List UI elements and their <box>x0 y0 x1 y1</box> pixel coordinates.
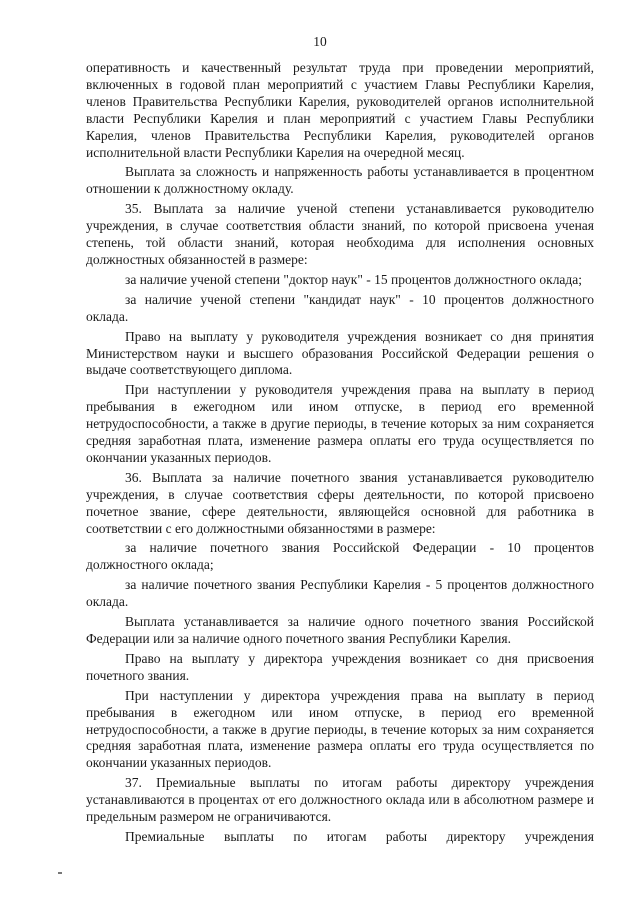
page-number: 10 <box>313 34 327 49</box>
paragraph-2: Выплата за сложность и напряженность работы устанавливается в процентном отношении к должностному окладу. <box>86 164 594 197</box>
paragraph-6: Право на выплату у руководителя учреждения возникает со дня принятия Министерством науки и высшего образования Российской Федерации решения о выдаче соответствующего диплома. <box>86 328 594 378</box>
paragraph-4: за наличие ученой степени "доктор наук" - 15 процентов должностного оклада; <box>125 271 583 287</box>
paragraph-8: 36. Выплата за наличие почетного звания устанавливается руководителю учреждения, в случае соответствия сферы деятельности, по которой присвоено почетное звание, сфере деятельности, являющейся основной для работника в соответствии с его должностными обязанностями в размере: <box>86 469 594 536</box>
paragraph-7: При наступлении у руководителя учреждения права на выплату в период пребывания в ежегодном или ином отпуске, в период его временной нетрудоспособности, а также в другие периоды, в течение которых за ним сохраняется средняя заработная плата, изменение размера оплаты его труда осуществляется по окончании указанных периодов. <box>86 382 594 465</box>
paragraph-12: Право на выплату у директора учреждения возникает со дня присвоения почетного звания. <box>86 650 594 683</box>
paragraph-5: за наличие ученой степени "кандидат наук" - 10 процентов должностного оклада. <box>86 291 594 324</box>
document-body <box>86 60 594 849</box>
paragraph-9: за наличие почетного звания Российской Федерации - 10 процентов должностного оклада; <box>86 540 594 573</box>
paragraph-13: При наступлении у директора учреждения права на выплату в период пребывания в ежегодном или ином отпуске, в период его временной нетрудоспособности, а также в другие периоды, в течение которых за ним сохраняется средняя заработная плата, изменение размера оплаты его труда осуществляется по окончании указанных периодов. <box>86 687 594 771</box>
paragraph-10: за наличие почетного звания Республики Карелия - 5 процентов должностного оклада. <box>86 577 594 610</box>
paragraph-14: 37. Премиальные выплаты по итогам работы директору учреждения устанавливаются в процентах от его должностного оклада или в абсолютном размере и предельным размером не ограничиваются. <box>86 775 594 825</box>
scan-mark <box>58 872 62 874</box>
paragraph-11: Выплата устанавливается за наличие одного почетного звания Российской Федерации или за наличие одного почетного звания Республики Карелия. <box>86 614 594 646</box>
paragraph-1: оперативность и качественный результат труда при проведении мероприятий, включенных в годовой план мероприятий с участием Главы Республики Карелия, членов Правительства Республики Карелия, руководителей органов исполнительной власти Республики Карелия и план мероприятий с участием Главы Республики Карелия, членов Правительства Республики Карелия, руководителей органов исполнительной власти Республики Карелия на очередной месяц. <box>86 60 594 160</box>
paragraph-15: Премиальные выплаты по итогам работы директору учреждения <box>125 828 594 844</box>
paragraph-3: 35. Выплата за наличие ученой степени устанавливается руководителю учреждения, в случае соответствия области знаний, по которой присвоена ученая степень, той области знаний, которая необходима для исполнения основных должностных обязанностей в размере: <box>86 201 594 267</box>
